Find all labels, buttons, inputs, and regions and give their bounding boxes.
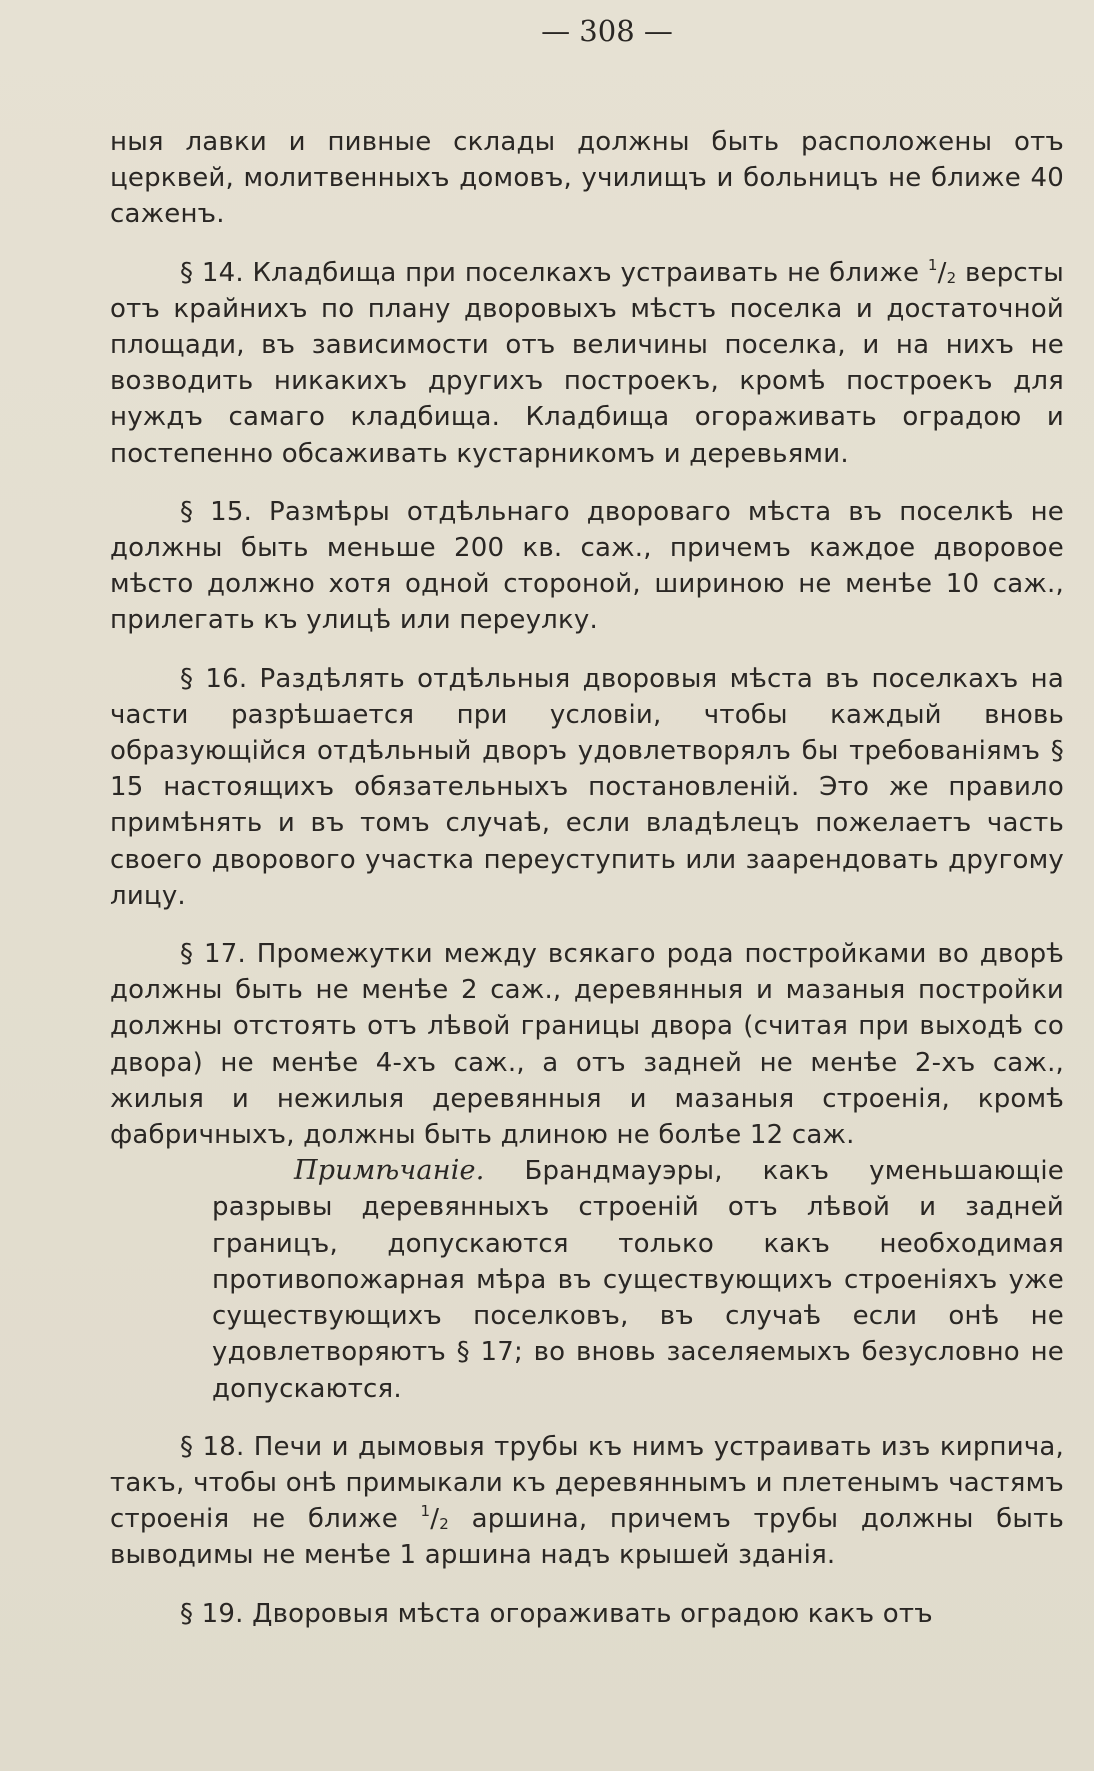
paragraph-section-17: § 17. Промежутки между всякаго рода постройками во дворѣ должны быть не менѣе 2 саж., деревянныя и мазаныя постройки должны отстоять отъ лѣвой границы двора (считая при выходѣ со двора) не менѣе 4-хъ саж., а отъ задней не менѣе 2-хъ саж., жилыя и нежилыя деревянныя и мазаныя строенія, кромѣ фабричныхъ, должны быть длиною не болѣе 12 саж.: [110, 939, 1064, 1151]
paragraph-section-19: § 19. Дворовыя мѣста огораживать оградою какъ отъ: [180, 1598, 933, 1629]
paragraph-section-15: § 15. Размѣры отдѣльнаго двороваго мѣста въ поселкѣ не должны быть меньше 200 кв. саж., причемъ каждое дворовое мѣсто должно хотя одной стороной, шириною не менѣе 10 саж., прилегать къ улицѣ или переулку.: [110, 496, 1064, 636]
section-14-text-a: § 14. Кладбища при поселкахъ устраивать не ближе: [180, 257, 928, 288]
section-18-text-b: аршина, причемъ трубы должны быть выводимы не менѣе 1 аршина надъ крышей зданія.: [110, 1504, 1064, 1571]
section-14-fraction-numerator: 1: [927, 255, 938, 274]
section-14-fraction-denominator: 2: [946, 268, 957, 287]
section-18-fraction-numerator: 1: [420, 1502, 431, 1521]
section-18-text-a: § 18. Печи и дымовыя трубы къ нимъ устраивать изъ кирпича, такъ, чтобы онѣ примыкали къ деревяннымъ и плетенымъ частямъ строенія не ближе: [110, 1431, 1064, 1535]
paragraph-intro: ныя лавки и пивные склады должны быть расположены отъ церквей, молитвенныхъ домовъ, училищъ и больницъ не ближе 40 саженъ.: [110, 127, 1064, 230]
paragraph-section-14: § 14. Кладбища при поселкахъ устраивать не ближе $^1/_2$ версты отъ крайнихъ по плану дворовыхъ мѣстъ поселка и достаточной площади, въ зависимости отъ величины поселка, и на нихъ не возводить никакихъ другихъ построекъ, кромѣ построекъ для нуждъ самаго кладбища. Кладбища огораживать оградою и постепенно обсаживать кустарникомъ и деревьями.: [110, 255, 1064, 469]
note-block: [110, 1153, 1064, 1406]
note-label: Примѣчаніе.: [294, 1155, 485, 1187]
paragraph-section-16: § 16. Раздѣлять отдѣльныя дворовыя мѣста въ поселкахъ на части разрѣшается при условіи, чтобы каждый вновь образующійся отдѣльный дворъ удовлетворялъ бы требованіямъ § 15 настоящихъ обязательныхъ постановленій. Это же правило примѣнять и въ томъ случаѣ, если владѣлецъ пожелаетъ часть своего дворового участка переуступить или заарендовать другому лицу.: [110, 663, 1064, 911]
note-text: Брандмауэры, какъ уменьшающіе разрывы деревянныхъ строеній отъ лѣвой и задней границъ, допускаются только какъ необходимая противопожарная мѣра въ существующихъ строеніяхъ уже существующихъ поселковъ, въ случаѣ если онѣ не удовлетворяютъ § 17; во вновь заселяемыхъ безусловно не допускаются.: [212, 1156, 1064, 1404]
section-14-text-b: версты отъ крайнихъ по плану дворовыхъ мѣстъ поселка и достаточной площади, въ зависимости отъ величины поселка, и на нихъ не возводить никакихъ другихъ построекъ, кромѣ построекъ для нуждъ самаго кладбища. Кладбища огораживать оградою и постепенно обсаживать кустарникомъ и деревьями.: [110, 257, 1064, 469]
note-paragraph: [212, 1153, 1064, 1406]
paragraph-section-18: § 18. Печи и дымовыя трубы къ нимъ устраивать изъ кирпича, такъ, чтобы онѣ примыкали къ деревяннымъ и плетенымъ частямъ строенія не ближе $^1/_2$ аршина, причемъ трубы должны быть выводимы не менѣе 1 аршина надъ крышей зданія.: [110, 1431, 1064, 1571]
page-number: — 308 —: [541, 14, 673, 48]
section-18-fraction-denominator: 2: [439, 1515, 449, 1534]
